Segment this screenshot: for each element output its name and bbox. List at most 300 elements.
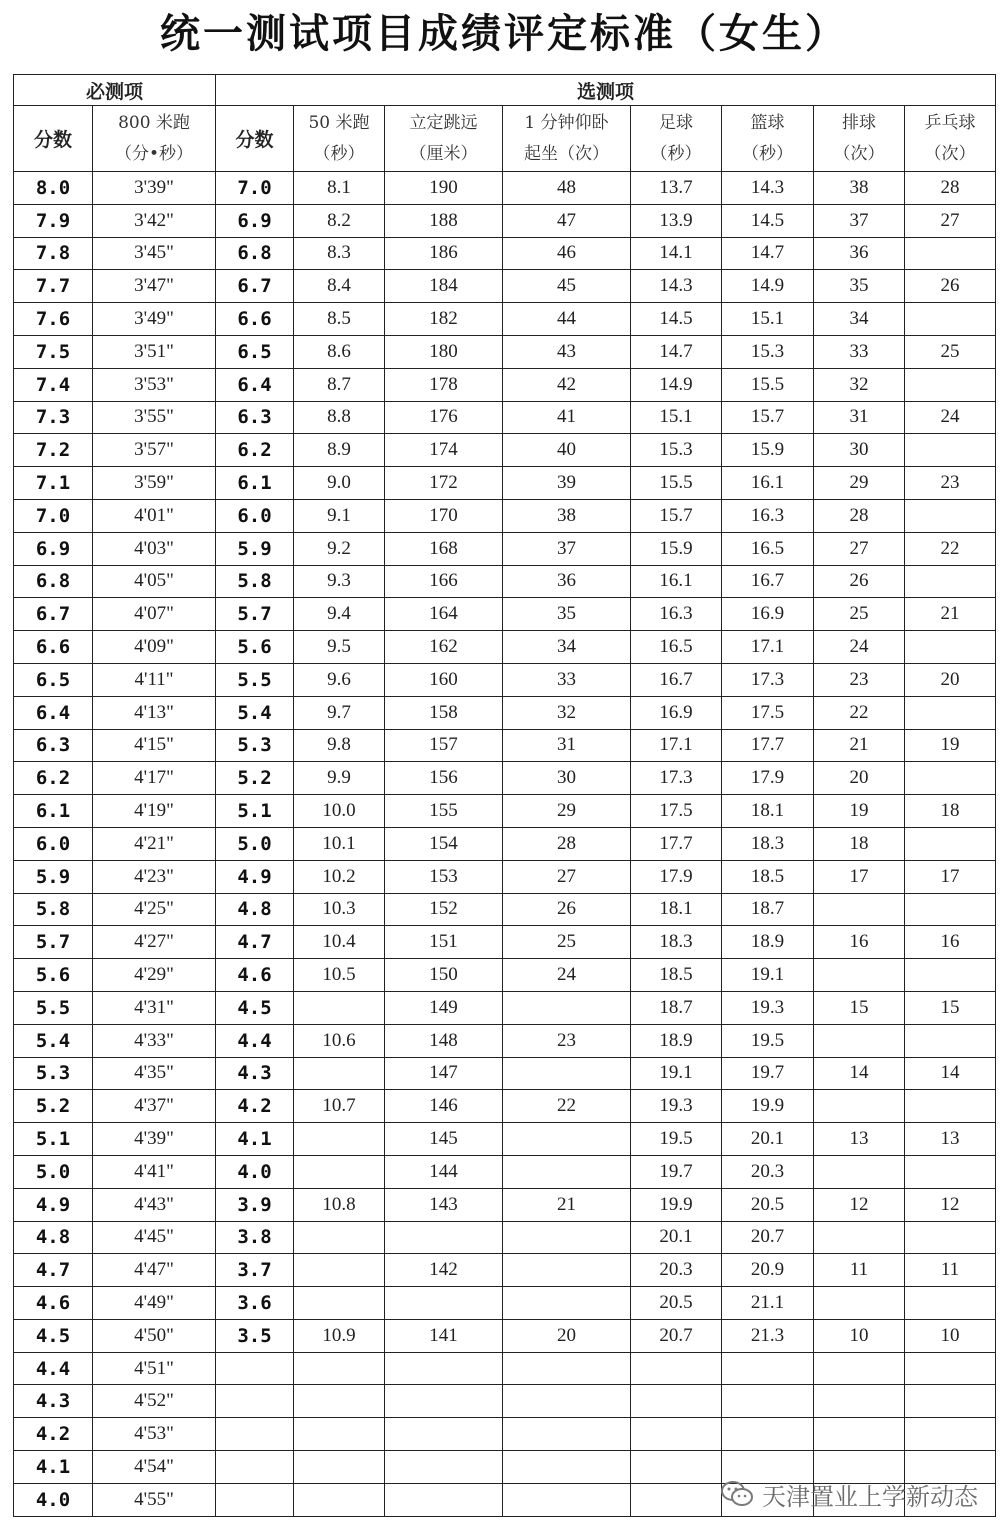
table-tennis-cell: 18: [905, 795, 996, 828]
score-cell: 7.6: [14, 303, 93, 336]
sit-up-cell: 34: [503, 631, 631, 664]
table-row: [14, 893, 996, 926]
table-tennis-cell: 28: [905, 172, 996, 205]
basketball-cell: 17.7: [722, 729, 814, 762]
table-row: [14, 762, 996, 795]
sit-up-cell: 42: [503, 368, 631, 401]
football-cell: 16.1: [631, 565, 722, 598]
table-tennis-cell: 13: [905, 1123, 996, 1156]
score2-cell: 4.8: [216, 893, 294, 926]
basketball-cell: 16.3: [722, 499, 814, 532]
score-cell: 5.2: [14, 1090, 93, 1123]
football-cell: [631, 1451, 722, 1484]
volleyball-cell: [814, 1155, 905, 1188]
basketball-cell: 15.1: [722, 303, 814, 336]
score2-cell: 5.8: [216, 565, 294, 598]
table-row: [14, 1385, 996, 1418]
score2-cell: [216, 1352, 294, 1385]
football-cell: 15.9: [631, 532, 722, 565]
volleyball-cell: 22: [814, 696, 905, 729]
table-tennis-column-header: 乒乓球 （次）: [905, 106, 996, 172]
table-row: [14, 1287, 996, 1320]
score-cell: 5.3: [14, 1057, 93, 1090]
basketball-cell: 20.3: [722, 1155, 814, 1188]
long-jump-cell: [385, 1221, 503, 1254]
watermark: [720, 1474, 978, 1514]
score-cell: 4.1: [14, 1451, 93, 1484]
long-jump-cell: 147: [385, 1057, 503, 1090]
football-cell: 14.5: [631, 303, 722, 336]
score2-cell: 5.9: [216, 532, 294, 565]
score2-cell: 5.7: [216, 598, 294, 631]
run50-cell: 10.3: [294, 893, 385, 926]
run800-cell: 4'15": [93, 729, 216, 762]
sit-up-cell: 45: [503, 270, 631, 303]
football-cell: 15.5: [631, 467, 722, 500]
long-jump-cell: 148: [385, 1024, 503, 1057]
table-tennis-cell: [905, 762, 996, 795]
table-row: [14, 795, 996, 828]
score-cell: 6.4: [14, 696, 93, 729]
volleyball-cell: 27: [814, 532, 905, 565]
football-cell: [631, 1483, 722, 1516]
basketball-cell: 19.3: [722, 991, 814, 1024]
football-cell: 18.9: [631, 1024, 722, 1057]
volleyball-cell: 15: [814, 991, 905, 1024]
run50-cell: [294, 991, 385, 1024]
score2-cell: 6.6: [216, 303, 294, 336]
score-cell: 5.7: [14, 926, 93, 959]
score2-cell: 5.5: [216, 663, 294, 696]
run800-cell: 4'09": [93, 631, 216, 664]
score2-cell: 6.1: [216, 467, 294, 500]
volleyball-cell: 14: [814, 1057, 905, 1090]
run50-cell: 8.3: [294, 237, 385, 270]
score2-cell: 3.7: [216, 1254, 294, 1287]
score2-cell: 6.0: [216, 499, 294, 532]
long-jump-cell: 144: [385, 1155, 503, 1188]
run800-cell: 4'47": [93, 1254, 216, 1287]
table-row: [14, 1352, 996, 1385]
volleyball-cell: 29: [814, 467, 905, 500]
volleyball-cell: 34: [814, 303, 905, 336]
volleyball-cell: 33: [814, 335, 905, 368]
long-jump-cell: [385, 1451, 503, 1484]
long-jump-cell: 186: [385, 237, 503, 270]
table-tennis-cell: [905, 893, 996, 926]
run50-cell: 9.6: [294, 663, 385, 696]
table-tennis-cell: 22: [905, 532, 996, 565]
volleyball-cell: [814, 1287, 905, 1320]
run800-cell: 4'53": [93, 1418, 216, 1451]
run800-cell: 4'31": [93, 991, 216, 1024]
long-jump-cell: 166: [385, 565, 503, 598]
long-jump-cell: 176: [385, 401, 503, 434]
sit-up-cell: [503, 1418, 631, 1451]
score2-cell: 7.0: [216, 172, 294, 205]
run50-cell: 10.8: [294, 1188, 385, 1221]
basketball-cell: 17.9: [722, 762, 814, 795]
volleyball-cell: [814, 1418, 905, 1451]
run50-cell: 9.7: [294, 696, 385, 729]
score-cell: 6.7: [14, 598, 93, 631]
score-cell: 6.8: [14, 565, 93, 598]
football-cell: 20.3: [631, 1254, 722, 1287]
score-cell: 4.5: [14, 1319, 93, 1352]
long-jump-cell: 160: [385, 663, 503, 696]
table-row: [14, 696, 996, 729]
run50-cell: [294, 1352, 385, 1385]
table-tennis-cell: [905, 696, 996, 729]
football-cell: 14.3: [631, 270, 722, 303]
sit-up-cell: 30: [503, 762, 631, 795]
score-cell: 5.9: [14, 860, 93, 893]
table-row: [14, 204, 996, 237]
sit-up-cell: 43: [503, 335, 631, 368]
football-cell: 14.9: [631, 368, 722, 401]
volleyball-cell: 25: [814, 598, 905, 631]
score2-cell: 4.0: [216, 1155, 294, 1188]
long-jump-cell: [385, 1483, 503, 1516]
basketball-cell: 18.9: [722, 926, 814, 959]
long-jump-cell: 158: [385, 696, 503, 729]
football-cell: 19.7: [631, 1155, 722, 1188]
basketball-cell: [722, 1418, 814, 1451]
run50-cell: 9.9: [294, 762, 385, 795]
football-cell: 20.5: [631, 1287, 722, 1320]
run800-cell: 4'50": [93, 1319, 216, 1352]
sit-up-cell: 25: [503, 926, 631, 959]
table-tennis-cell: 26: [905, 270, 996, 303]
sit-up-cell: 47: [503, 204, 631, 237]
long-jump-cell: 150: [385, 959, 503, 992]
basketball-cell: 14.5: [722, 204, 814, 237]
volleyball-cell: [814, 1221, 905, 1254]
run800-cell: 4'33": [93, 1024, 216, 1057]
volleyball-cell: 13: [814, 1123, 905, 1156]
football-cell: 17.5: [631, 795, 722, 828]
run50-cell: [294, 1483, 385, 1516]
score-cell: 6.5: [14, 663, 93, 696]
basketball-cell: 18.7: [722, 893, 814, 926]
basketball-cell: 15.5: [722, 368, 814, 401]
run50-cell: [294, 1057, 385, 1090]
run800-cell: 3'53": [93, 368, 216, 401]
score2-cell: 5.3: [216, 729, 294, 762]
run800-cell: 4'54": [93, 1451, 216, 1484]
long-jump-cell: [385, 1385, 503, 1418]
score-cell: 7.0: [14, 499, 93, 532]
run50-cell: 9.1: [294, 499, 385, 532]
table-row: [14, 172, 996, 205]
basketball-cell: [722, 1385, 814, 1418]
volleyball-cell: 23: [814, 663, 905, 696]
run800-cell: 4'23": [93, 860, 216, 893]
score2-cell: 4.5: [216, 991, 294, 1024]
volleyball-cell: 36: [814, 237, 905, 270]
football-cell: 16.5: [631, 631, 722, 664]
table-row: [14, 467, 996, 500]
basketball-cell: 18.3: [722, 827, 814, 860]
run800-cell: 3'57": [93, 434, 216, 467]
table-row: [14, 598, 996, 631]
run50-cell: 10.7: [294, 1090, 385, 1123]
long-jump-cell: 182: [385, 303, 503, 336]
table-tennis-cell: [905, 1155, 996, 1188]
sit-up-column-header: 1 分钟仰卧 起坐（次）: [503, 106, 631, 172]
score2-cell: 4.6: [216, 959, 294, 992]
football-cell: 19.9: [631, 1188, 722, 1221]
score2-cell: 4.2: [216, 1090, 294, 1123]
long-jump-cell: [385, 1352, 503, 1385]
long-jump-column-header: 立定跳远 （厘米）: [385, 106, 503, 172]
score-cell: 6.2: [14, 762, 93, 795]
basketball-cell: 17.1: [722, 631, 814, 664]
score-cell: 8.0: [14, 172, 93, 205]
run800-cell: 4'39": [93, 1123, 216, 1156]
table-row: [14, 1123, 996, 1156]
score-cell: 5.4: [14, 1024, 93, 1057]
score-cell: 5.5: [14, 991, 93, 1024]
basketball-cell: 15.3: [722, 335, 814, 368]
sit-up-cell: 31: [503, 729, 631, 762]
table-tennis-cell: [905, 1090, 996, 1123]
basketball-cell: 16.9: [722, 598, 814, 631]
table-row: [14, 827, 996, 860]
run50-cell: 10.9: [294, 1319, 385, 1352]
score-column-header: 分数: [14, 106, 93, 172]
sit-up-cell: 23: [503, 1024, 631, 1057]
score-cell: 6.1: [14, 795, 93, 828]
optional-group-header: 选测项: [216, 75, 996, 106]
run800-cell: 4'43": [93, 1188, 216, 1221]
football-cell: 13.7: [631, 172, 722, 205]
basketball-cell: 15.9: [722, 434, 814, 467]
long-jump-cell: 142: [385, 1254, 503, 1287]
table-tennis-cell: [905, 631, 996, 664]
table-row: [14, 991, 996, 1024]
table-row: [14, 1188, 996, 1221]
run800-cell: 4'21": [93, 827, 216, 860]
score-cell: 5.6: [14, 959, 93, 992]
table-tennis-cell: 21: [905, 598, 996, 631]
table-row: [14, 860, 996, 893]
table-tennis-cell: [905, 499, 996, 532]
football-cell: 19.3: [631, 1090, 722, 1123]
long-jump-cell: 155: [385, 795, 503, 828]
basketball-cell: 20.1: [722, 1123, 814, 1156]
score2-cell: 3.6: [216, 1287, 294, 1320]
score-cell: 6.9: [14, 532, 93, 565]
volleyball-cell: 35: [814, 270, 905, 303]
run50-cell: [294, 1123, 385, 1156]
run50-cell: 8.2: [294, 204, 385, 237]
long-jump-cell: 188: [385, 204, 503, 237]
table-tennis-cell: 24: [905, 401, 996, 434]
score2-cell: 4.4: [216, 1024, 294, 1057]
football-cell: 17.7: [631, 827, 722, 860]
table-row: [14, 1090, 996, 1123]
basketball-cell: 19.5: [722, 1024, 814, 1057]
score-cell: 4.4: [14, 1352, 93, 1385]
basketball-column-header: 篮球 （秒）: [722, 106, 814, 172]
sit-up-cell: 44: [503, 303, 631, 336]
volleyball-cell: 12: [814, 1188, 905, 1221]
long-jump-cell: 141: [385, 1319, 503, 1352]
run800-cell: 4'03": [93, 532, 216, 565]
table-row: [14, 1418, 996, 1451]
sit-up-cell: [503, 1123, 631, 1156]
run50-cell: 9.4: [294, 598, 385, 631]
basketball-cell: 14.3: [722, 172, 814, 205]
score-cell: 7.9: [14, 204, 93, 237]
football-cell: 18.1: [631, 893, 722, 926]
score2-cell: 3.9: [216, 1188, 294, 1221]
run800-cell: 4'01": [93, 499, 216, 532]
run800-cell: 4'41": [93, 1155, 216, 1188]
run50-cell: 9.5: [294, 631, 385, 664]
score-cell: 7.3: [14, 401, 93, 434]
run50-cell: 10.2: [294, 860, 385, 893]
sit-up-cell: [503, 1254, 631, 1287]
basketball-cell: 18.5: [722, 860, 814, 893]
football-cell: [631, 1352, 722, 1385]
table-row: [14, 565, 996, 598]
sit-up-cell: 26: [503, 893, 631, 926]
football-cell: 16.9: [631, 696, 722, 729]
football-cell: 18.5: [631, 959, 722, 992]
run800-cell: 3'42": [93, 204, 216, 237]
basketball-cell: 18.1: [722, 795, 814, 828]
football-cell: 20.1: [631, 1221, 722, 1254]
table-tennis-cell: [905, 1221, 996, 1254]
volleyball-cell: 18: [814, 827, 905, 860]
basketball-cell: 19.1: [722, 959, 814, 992]
table-row: [14, 1024, 996, 1057]
run800-cell: 4'27": [93, 926, 216, 959]
sit-up-cell: 40: [503, 434, 631, 467]
column-header-row: [14, 106, 996, 172]
table-tennis-cell: [905, 303, 996, 336]
table-tennis-cell: [905, 1287, 996, 1320]
long-jump-cell: [385, 1418, 503, 1451]
table-tennis-cell: 12: [905, 1188, 996, 1221]
wechat-logo-icon: [720, 1479, 754, 1509]
table-row: [14, 1057, 996, 1090]
run50-cell: [294, 1254, 385, 1287]
long-jump-cell: 174: [385, 434, 503, 467]
sit-up-cell: 24: [503, 959, 631, 992]
run800-cell: 3'39": [93, 172, 216, 205]
score2-cell: [216, 1451, 294, 1484]
table-row: [14, 532, 996, 565]
long-jump-cell: 152: [385, 893, 503, 926]
football-cell: 15.3: [631, 434, 722, 467]
run800-cell: 4'45": [93, 1221, 216, 1254]
volleyball-cell: 28: [814, 499, 905, 532]
table-row: [14, 434, 996, 467]
score-cell: 5.0: [14, 1155, 93, 1188]
football-cell: 15.7: [631, 499, 722, 532]
score2-cell: 5.1: [216, 795, 294, 828]
table-tennis-cell: 11: [905, 1254, 996, 1287]
table-row: [14, 1254, 996, 1287]
score2-cell: [216, 1483, 294, 1516]
sit-up-cell: 46: [503, 237, 631, 270]
volleyball-cell: [814, 1090, 905, 1123]
football-cell: 15.1: [631, 401, 722, 434]
score2-cell: 5.0: [216, 827, 294, 860]
table-tennis-cell: 17: [905, 860, 996, 893]
score-cell: 4.7: [14, 1254, 93, 1287]
run800-cell: 3'51": [93, 335, 216, 368]
table-tennis-cell: [905, 1024, 996, 1057]
long-jump-cell: [385, 1287, 503, 1320]
table-row: [14, 368, 996, 401]
table-tennis-cell: 19: [905, 729, 996, 762]
football-cell: [631, 1418, 722, 1451]
basketball-cell: 21.1: [722, 1287, 814, 1320]
run50-cell: 8.1: [294, 172, 385, 205]
volleyball-cell: 21: [814, 729, 905, 762]
long-jump-cell: 143: [385, 1188, 503, 1221]
score2-cell: 4.7: [216, 926, 294, 959]
score2-cell: 5.6: [216, 631, 294, 664]
table-tennis-cell: 23: [905, 467, 996, 500]
football-cell: 18.3: [631, 926, 722, 959]
required-group-header: 必测项: [14, 75, 216, 106]
run50-column-header: 50 米跑 （秒）: [294, 106, 385, 172]
sit-up-cell: 27: [503, 860, 631, 893]
sit-up-cell: 35: [503, 598, 631, 631]
basketball-cell: [722, 1352, 814, 1385]
score-cell: 4.3: [14, 1385, 93, 1418]
score2-cell: [216, 1418, 294, 1451]
run800-cell: 4'49": [93, 1287, 216, 1320]
football-cell: 19.1: [631, 1057, 722, 1090]
table-tennis-cell: 14: [905, 1057, 996, 1090]
run50-cell: 10.4: [294, 926, 385, 959]
table-tennis-cell: [905, 827, 996, 860]
run800-cell: 4'55": [93, 1483, 216, 1516]
long-jump-cell: 168: [385, 532, 503, 565]
sit-up-cell: 28: [503, 827, 631, 860]
score2-cell: 5.4: [216, 696, 294, 729]
score2-cell: 6.2: [216, 434, 294, 467]
sit-up-cell: [503, 1287, 631, 1320]
score-standard-table: [13, 74, 996, 1517]
basketball-cell: 16.7: [722, 565, 814, 598]
long-jump-cell: 154: [385, 827, 503, 860]
volleyball-cell: [814, 1352, 905, 1385]
score2-cell: 6.7: [216, 270, 294, 303]
run50-cell: 8.8: [294, 401, 385, 434]
volleyball-cell: 19: [814, 795, 905, 828]
score-cell: 4.9: [14, 1188, 93, 1221]
score-cell: 6.0: [14, 827, 93, 860]
sit-up-cell: [503, 1385, 631, 1418]
score-cell: 7.5: [14, 335, 93, 368]
run800-cell: 4'05": [93, 565, 216, 598]
football-cell: 18.7: [631, 991, 722, 1024]
run800-cell: 4'13": [93, 696, 216, 729]
run800-cell: 3'45": [93, 237, 216, 270]
run800-cell: 4'07": [93, 598, 216, 631]
score2-cell: [216, 1385, 294, 1418]
score2-cell: 3.8: [216, 1221, 294, 1254]
basketball-cell: 17.3: [722, 663, 814, 696]
table-tennis-cell: 16: [905, 926, 996, 959]
